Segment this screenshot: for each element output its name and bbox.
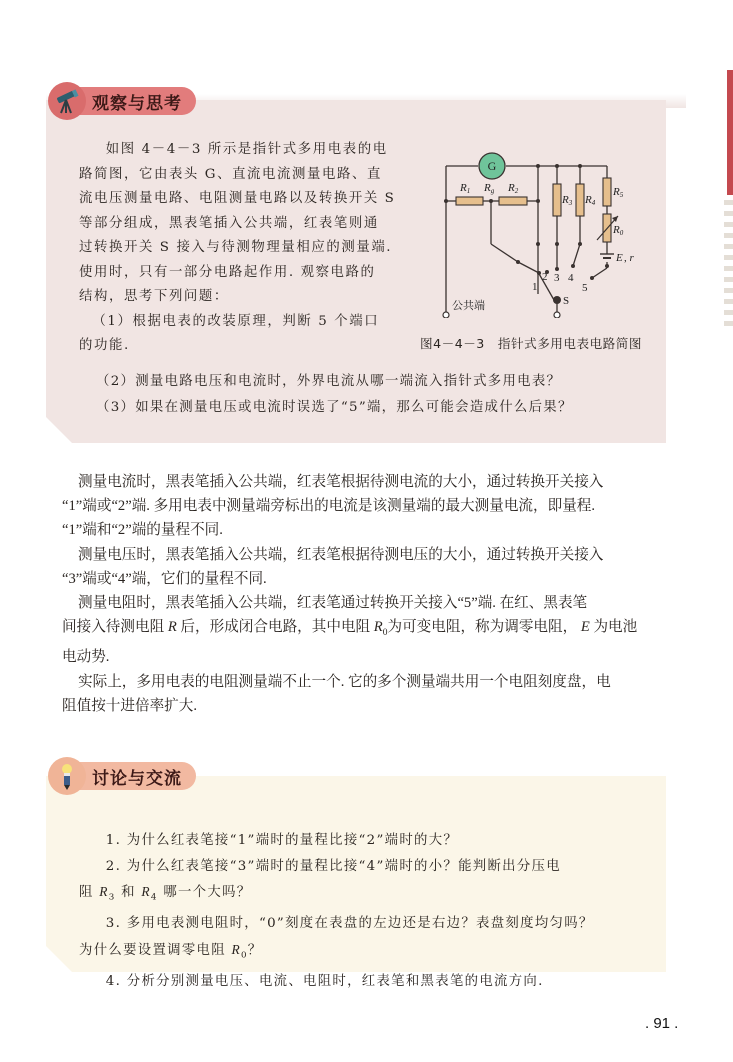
body-line: 电动势. bbox=[62, 649, 110, 666]
intro-line: 路简图，它由表头 G、直流电流测量电路、直 bbox=[79, 166, 382, 182]
question-1-cont: 的功能. bbox=[79, 338, 130, 353]
body-line: 间接入待测电阻 R 后，形成闭合电路，其中电阻 $R_0$为可变电阻，称为调零电阻， E 为电池 bbox=[62, 619, 638, 639]
svg-text:R1: R1 bbox=[460, 182, 471, 195]
body-line: “3”端或“4”端，它们的量程不同. bbox=[62, 570, 267, 587]
intro-line: 结构，思考下列问题： bbox=[79, 289, 229, 304]
svg-text:R3: R3 bbox=[562, 194, 573, 207]
chapter-side-tab bbox=[727, 70, 733, 195]
discussion-header bbox=[48, 757, 196, 795]
svg-text:4: 4 bbox=[568, 272, 574, 284]
svg-text:R5: R5 bbox=[613, 186, 624, 199]
discussion-item-2-cont: 阻 $R_3$ 和 $R_4$ 哪一个大吗？ bbox=[79, 884, 252, 903]
question-2: （2）测量电路电压和电流时，外界电流从哪一端流入指针式多用电表？ bbox=[96, 374, 562, 389]
svg-text:Rg: Rg bbox=[484, 182, 495, 195]
intro-line: 如图 4－4－3 所示是指针式多用电表的电 bbox=[105, 142, 388, 157]
intro-line: 使用时，只有一部分电路起作用. 观察电路的 bbox=[79, 264, 376, 280]
svg-text:R0: R0 bbox=[613, 224, 624, 237]
discussion-item-1: 1. 为什么红表笔接“1”端时的量程比接“2”端时的大？ bbox=[105, 833, 459, 848]
body-line: 测量电流时，黑表笔插入公共端，红表笔根据待测电流的大小，通过转换开关接入 bbox=[78, 474, 604, 490]
svg-text:公共端: 公共端 bbox=[452, 299, 485, 312]
body-line: 测量电压时，黑表笔插入公共端，红表笔根据待测电压的大小，通过转换开关接入 bbox=[78, 546, 604, 563]
discussion-item-3-cont: 为什么要设置调零电阻 $R_0$？ bbox=[79, 941, 263, 961]
body-line: 测量电阻时，黑表笔插入公共端，红表笔通过转换开关接入“5”端. 在红、黑表笔 bbox=[78, 595, 588, 612]
figure-caption: 图4－4－3 指针式多用电表电路简图 bbox=[420, 336, 642, 351]
svg-text:1: 1 bbox=[532, 281, 538, 293]
question-3: （3）如果在测量电压或电流时误选了“5”端，那么可能会造成什么后果？ bbox=[96, 400, 573, 415]
svg-text:3: 3 bbox=[554, 272, 560, 284]
svg-text:2: 2 bbox=[542, 271, 548, 283]
page-number: . 91 . bbox=[645, 1015, 679, 1032]
body-line: 实际上，多用电表的电阻测量端不止一个. 它的多个测量端共用一个电阻刻度盘，电 bbox=[78, 673, 611, 690]
body-line: “1”端或“2”端. 多用电表中测量端旁标出的电流是该测量端的最大测量电流，即量程. bbox=[62, 498, 596, 515]
svg-text:S: S bbox=[563, 295, 570, 307]
telescope-icon bbox=[48, 82, 86, 120]
svg-text:R4: R4 bbox=[585, 194, 596, 207]
svg-text:E: E bbox=[616, 252, 623, 264]
intro-line: 流电压测量电路、电阻测量电路以及转换开关 S bbox=[79, 191, 396, 206]
svg-text:5: 5 bbox=[582, 282, 588, 294]
discussion-item-2: 2. 为什么红表笔接“3”端时的量程比接“4”端时的小？能判断出分压电 bbox=[105, 858, 561, 874]
intro-line: 过转换开关 S 接入与待测物理量相应的测量端. bbox=[79, 240, 393, 255]
svg-text:G: G bbox=[487, 159, 497, 173]
observe-intro bbox=[79, 138, 409, 359]
question-1: （1）根据电表的改装原理，判断 5 个端口 bbox=[92, 313, 380, 329]
discussion-item-4: 4. 分析分别测量电压、电流、电阻时，红表笔和黑表笔的电流方向. bbox=[105, 973, 544, 989]
observe-header bbox=[48, 82, 196, 120]
discussion-item-3: 3. 多用电表测电阻时，“0”刻度在表盘的左边还是右边？表盘刻度均匀吗？ bbox=[105, 916, 594, 932]
observe-title: 观察与思考 bbox=[74, 87, 196, 115]
body-text bbox=[62, 470, 672, 718]
body-line: “1”端和“2”端的量程不同. bbox=[62, 522, 223, 539]
circuit-diagram bbox=[432, 148, 657, 318]
lightbulb-pencil-icon bbox=[48, 757, 86, 795]
svg-text:, r: , r bbox=[624, 252, 634, 264]
svg-text:R2: R2 bbox=[508, 182, 519, 195]
intro-line: 等部分组成，黑表笔插入公共端，红表笔则通 bbox=[79, 215, 379, 231]
discussion-title: 讨论与交流 bbox=[74, 762, 196, 790]
body-line: 阻值按十进倍率扩大. bbox=[62, 697, 197, 714]
discussion-items bbox=[79, 828, 651, 994]
chapter-side-label bbox=[724, 200, 733, 330]
